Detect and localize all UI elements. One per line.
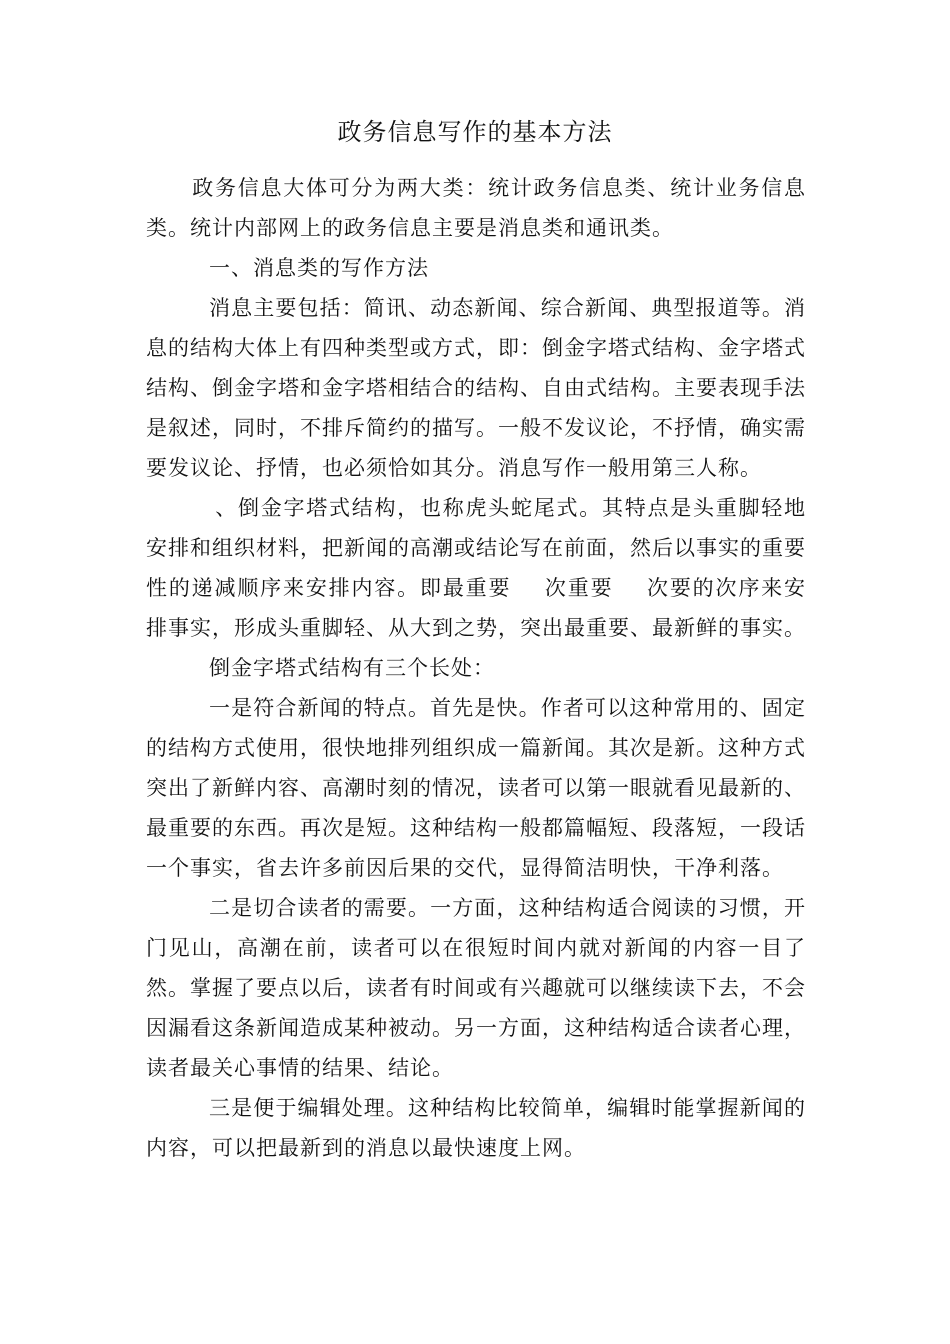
document-body [146,168,806,1168]
paragraph-news-types: 消息主要包括：简讯、动态新闻、综合新闻、典型报道等。消息的结构大体上有四种类型或方式，即：倒金字塔式结构、金字塔式结构、倒金字塔和金字塔相结合的结构、自由式结构。主要表现手法是叙述，同时，不排斥简约的描写。一般不发议论，不抒情，确实需要发议论、抒情，也必须恰如其分。消息写作一般用第三人称。 [146,296,806,480]
paragraph-intro: 政务信息大体可分为两大类：统计政务信息类、统计业务信息类。统计内部网上的政务信息主要是消息类和通讯类。 [146,176,806,240]
document-title: 政务信息写作的基本方法 [337,118,613,146]
inverted-pyramid-text-c: 次要的次序来安排事实，形成头重脚轻、从大到之势，突出最重要、最新鲜的事实。 [146,576,807,640]
paragraph-advantage-1: 一是符合新闻的特点。首先是快。作者可以这种常用的、固定的结构方式使用，很快地排列组织成一篇新闻。其次是新。这种方式突出了新鲜内容、高潮时刻的情况，读者可以第一眼就看见最新的、最重要的东西。再次是短。这种结构一般都篇幅短、段落短，一段话一个事实，省去许多前因后果的交代，显得简洁明快，干净利落。 [146,696,806,880]
inverted-pyramid-text-a: 、倒金字塔式结构，也称虎头蛇尾式。其特点是头重脚轻地安排和组织材料，把新闻的高潮或结论写在前面，然后以事实的重要性的递减顺序来安排内容。即最重要 [146,496,806,600]
paragraph-inverted-pyramid [146,488,806,648]
inverted-pyramid-text-b: 次重要 [544,576,614,600]
paragraph-advantage-2: 二是切合读者的需要。一方面，这种结构适合阅读的习惯，开门见山，高潮在前，读者可以在很短时间内就对新闻的内容一目了然。掌握了要点以后，读者有时间或有兴趣就可以继续读下去，不会因漏看这条新闻造成某种被动。另一方面，这种结构适合读者心理，读者最关心事情的结果、结论。 [146,896,806,1080]
section-heading-news: 一、消息类的写作方法 [209,256,429,280]
paragraph-advantages-heading: 倒金字塔式结构有三个长处： [209,656,495,680]
paragraph-advantage-3: 三是便于编辑处理。这种结构比较简单，编辑时能掌握新闻的内容，可以把最新到的消息以最快速度上网。 [146,1096,806,1160]
